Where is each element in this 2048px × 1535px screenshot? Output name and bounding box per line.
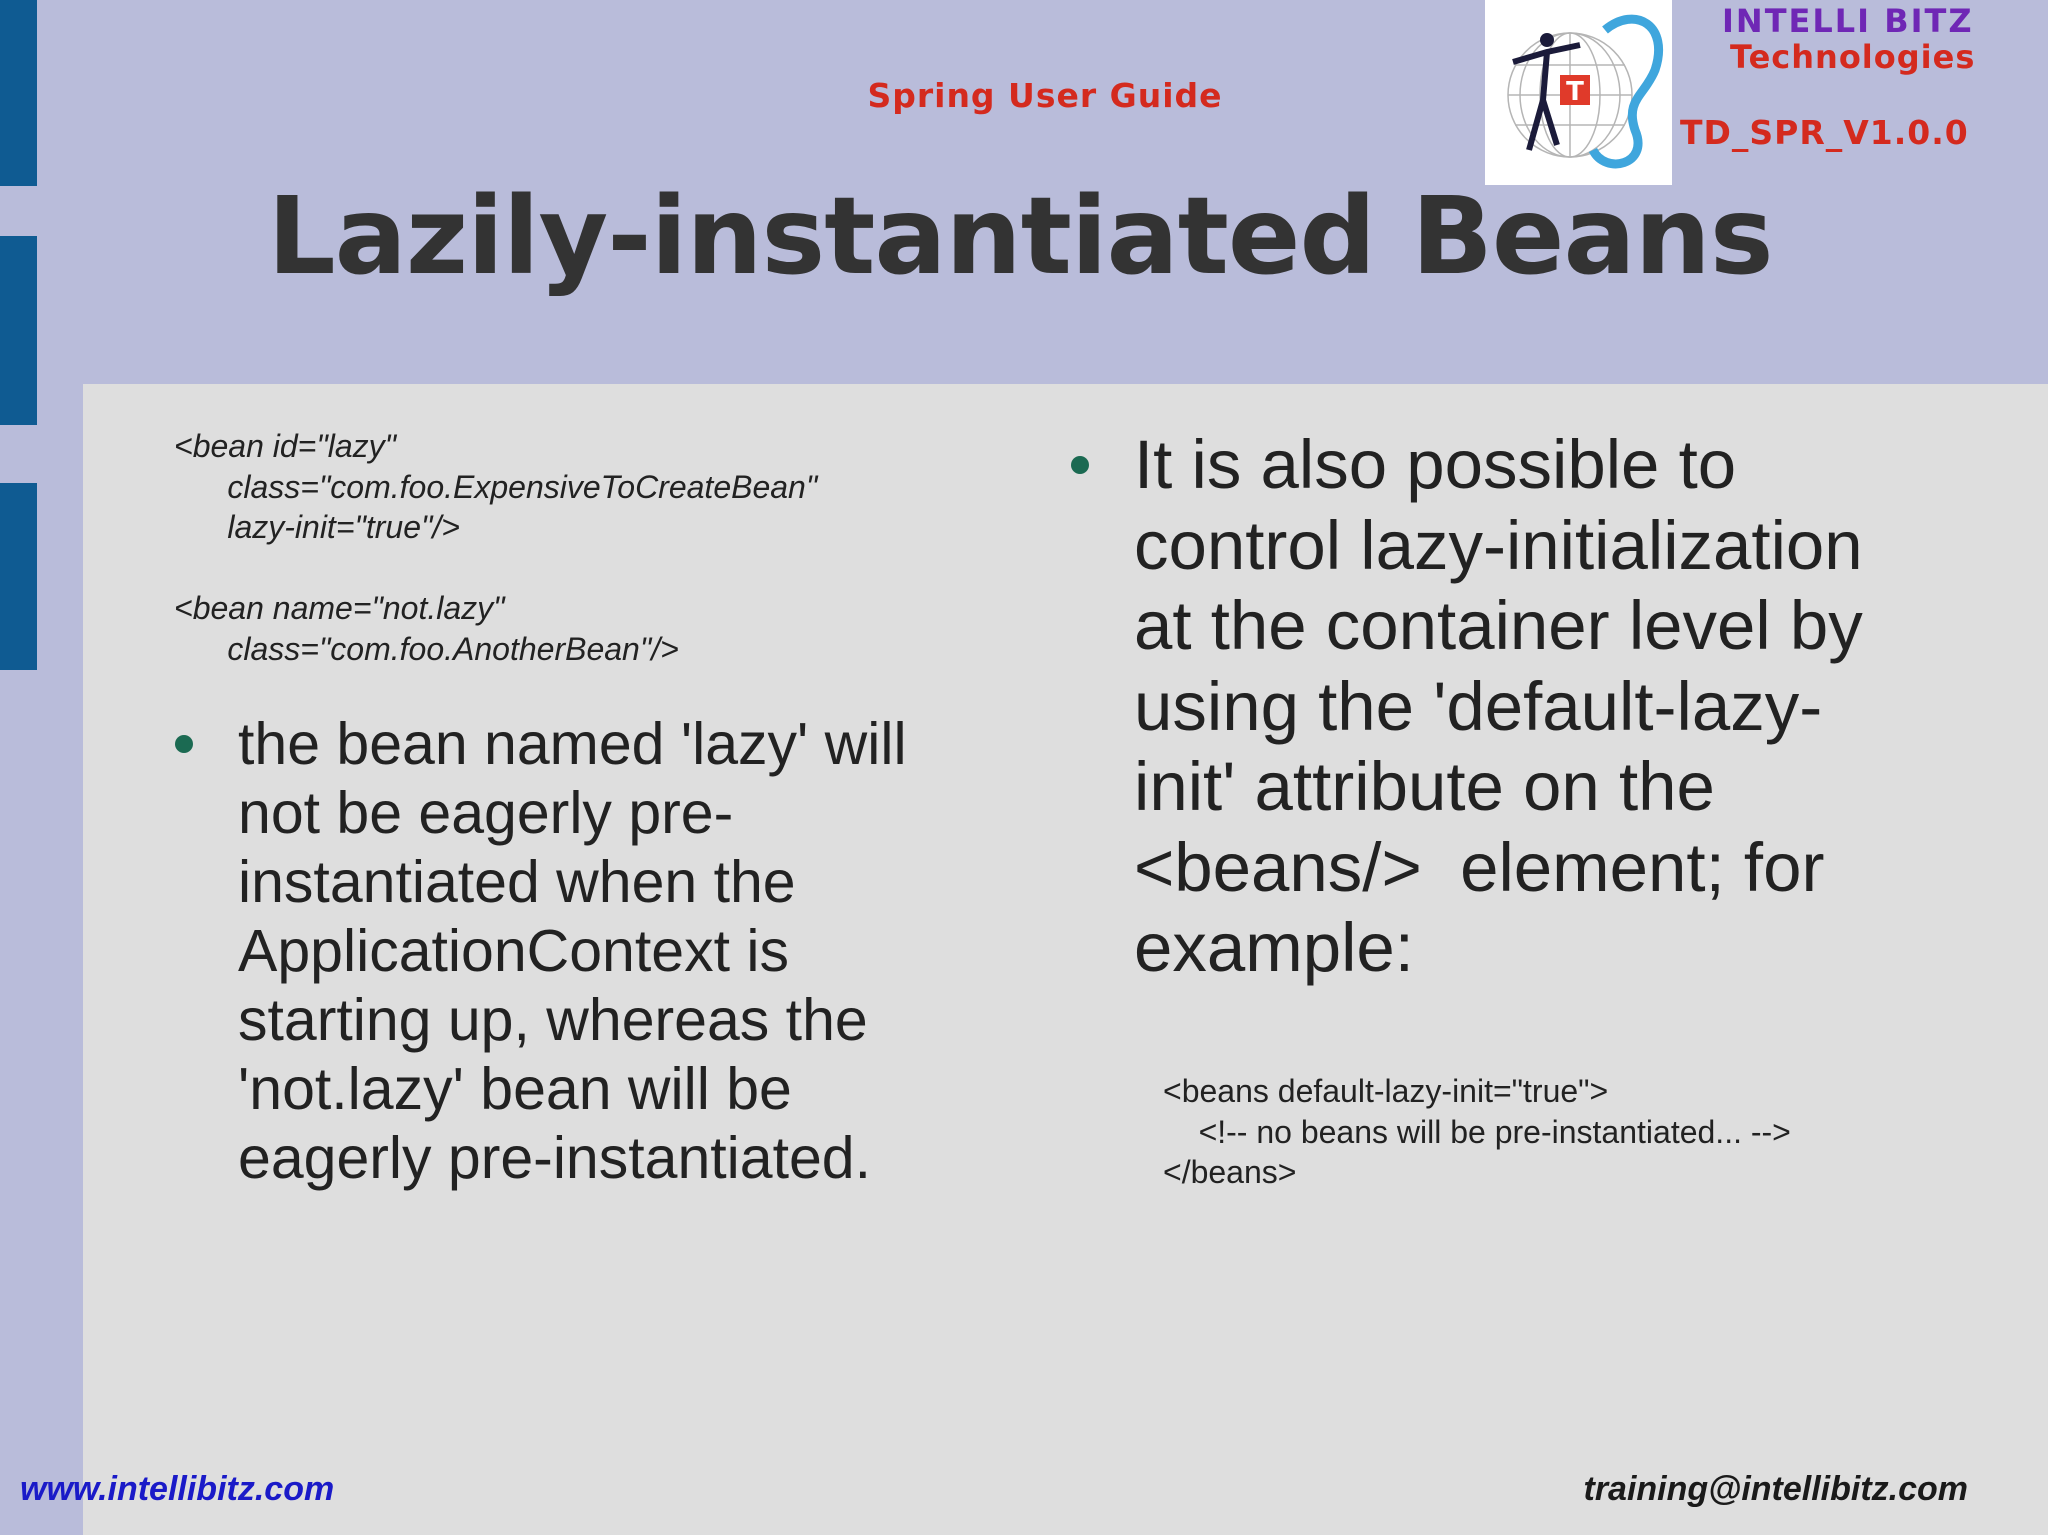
side-bar-top <box>0 0 37 186</box>
contact-email[interactable]: training@intellibitz.com <box>1583 1470 1968 1508</box>
brand-subname: Technologies <box>1730 38 1976 76</box>
side-bar-bottom <box>0 483 37 670</box>
container-level-explanation: It is also possible to control lazy-initialization at the container level by using the 'default-lazy- init' attribute on the <beans/> element; for example: <box>1134 426 1863 986</box>
svg-text:T: T <box>1566 77 1584 107</box>
guide-subtitle: Spring User Guide <box>867 76 1223 115</box>
lazy-bean-explanation: the bean named 'lazy' will not be eagerly pre- instantiated when the ApplicationContext is starting up, whereas the 'not.lazy' bean will be eagerly pre-instantiated. <box>238 711 907 1191</box>
document-code: TD_SPR_V1.0.0 <box>1680 113 1969 152</box>
website-link[interactable]: www.intellibitz.com <box>20 1470 335 1508</box>
company-logo <box>1485 0 1672 185</box>
bullet-dot-left <box>175 735 193 753</box>
side-bar-middle <box>0 236 37 425</box>
slide-title: Lazily-instantiated Beans <box>267 175 1773 299</box>
default-lazy-init-code: <beans default-lazy-init="true"> <!-- no beans will be pre-instantiated... --> </beans> <box>1163 1073 1791 1190</box>
intellibitz-globe-logo-icon <box>1485 0 1672 185</box>
bean-config-code: <bean id="lazy" class="com.foo.ExpensiveToCreateBean" lazy-init="true"/> <bean name="not.lazy" class="com.foo.AnotherBean"/> <box>174 428 818 667</box>
brand-name: INTELLI BITZ <box>1722 2 1974 40</box>
bullet-dot-right <box>1071 456 1089 474</box>
